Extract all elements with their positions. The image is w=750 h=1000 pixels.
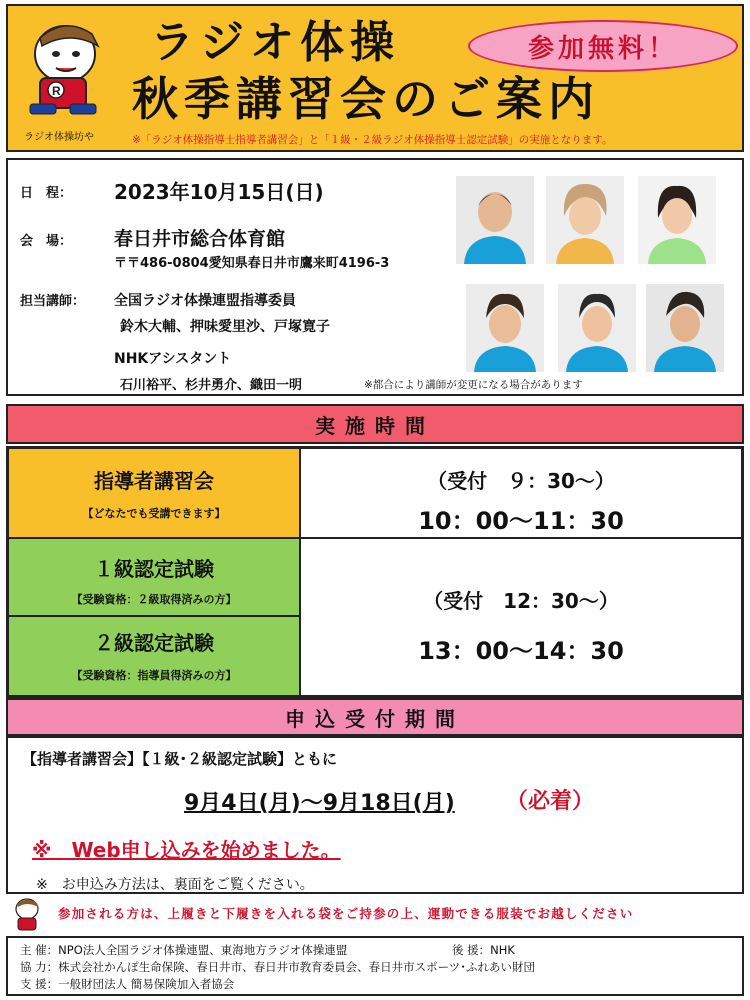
svg-text:R: R [52, 84, 61, 98]
organizer-line: 主 催：NPO法人全国ラジオ体操連盟、東海地方ラジオ体操連盟 [20, 943, 348, 957]
schedule-row-level1-exam [8, 538, 300, 616]
assistant-names: 石川裕平、杉井勇介、織田一明 [120, 378, 303, 393]
instructor-photo [646, 284, 724, 372]
schedule-table [6, 446, 744, 698]
schedule-time-morning [300, 448, 742, 538]
cooperation-line: 協 力：株式会社かんぽ生命保険、春日井市、春日井市教育委員会、春日井市スポーツ･ふれあい財団 [20, 960, 535, 974]
page-title-line1: ラジオ体操 [150, 17, 400, 68]
mascot-caption: ラジオ体操坊や [24, 132, 94, 143]
mascot-small-icon [10, 896, 44, 932]
session-time: 13：00～14：30 [418, 637, 624, 665]
instructor-org: 全国ラジオ体操連盟指導委員 [114, 293, 296, 309]
radio-taiso-boy-mascot-icon [20, 16, 110, 116]
schedule-time-afternoon [300, 538, 742, 696]
sponsor-line: 支 援：一般財団法人 簡易保険加入者協会 [20, 977, 235, 991]
must-arrive-note: （必着） [506, 789, 595, 814]
instructor-change-note: ※都合により講師が変更になる場合があります [364, 379, 583, 391]
application-section-title: 申込受付期間 [6, 698, 744, 736]
instructor-photo [466, 284, 544, 372]
course-name: １級認定試験 [94, 557, 214, 581]
instructor-photo [638, 176, 716, 264]
venue-address: 〒〒486-0804愛知県春日井市鷹来町4196-3 [114, 256, 390, 271]
web-application-notice: ※ Web申し込みを始めました。 [32, 838, 341, 862]
instructor-photo [546, 176, 624, 264]
venue-label: 会 場： [20, 234, 73, 249]
course-name: 指導者講習会 [94, 469, 214, 493]
footer-organizers [6, 936, 744, 996]
event-info-box [6, 158, 744, 396]
free-participation-badge: 参加無料！ [468, 20, 738, 72]
date-label: 日 程： [20, 186, 73, 201]
application-method-note: ※ お申込み方法は、裏面をご覧ください。 [36, 877, 314, 893]
schedule-row-level2-exam [8, 616, 300, 696]
header-note: ※「ラジオ体操指導士指導者講習会」と「１級・２級ラジオ体操指導士認定試験」の実施となります。 [132, 134, 613, 146]
schedule-row-instructor-course [8, 448, 300, 538]
session-time: 10：00～11：30 [418, 507, 624, 535]
application-period-box [6, 736, 744, 894]
venue-value: 春日井市総合体育館 [114, 228, 286, 250]
application-target-courses: 【指導者講習会】【１級･２級認定試験】ともに [22, 750, 338, 768]
instructor-photo [558, 284, 636, 372]
reception-time: （受付 12：30～） [423, 589, 619, 613]
schedule-section-title: 実施時間 [6, 404, 744, 444]
bring-items-notice: 参加される方は、上履きと下履きを入れる袋をご持参の上、運動できる服装でお越しください [58, 906, 634, 921]
reception-time: （受付 ９：30～） [427, 469, 615, 493]
page-title-line2: 秋季講習会のご案内 [132, 72, 600, 126]
instructor-names: 鈴木大輔、押味愛里沙、戸塚寛子 [120, 319, 330, 335]
course-eligibility: 【受験資格：指導員得済みの方】 [71, 669, 237, 682]
application-period: 9月4日(月)～9月18日(月) [184, 791, 455, 816]
course-eligibility: 【受験資格：２級取得済みの方】 [71, 593, 237, 606]
instructor-photo [456, 176, 534, 264]
instructor-label: 担当講師： [20, 294, 86, 309]
assistant-label: NHKアシスタント [114, 351, 232, 367]
course-eligibility: 【どなたでも受講できます】 [82, 507, 226, 520]
date-value: 2023年10月15日(日) [114, 180, 324, 204]
support-line: 後 援：NHK [452, 943, 515, 957]
header-banner [6, 4, 744, 152]
course-name: ２級認定試験 [94, 631, 214, 655]
